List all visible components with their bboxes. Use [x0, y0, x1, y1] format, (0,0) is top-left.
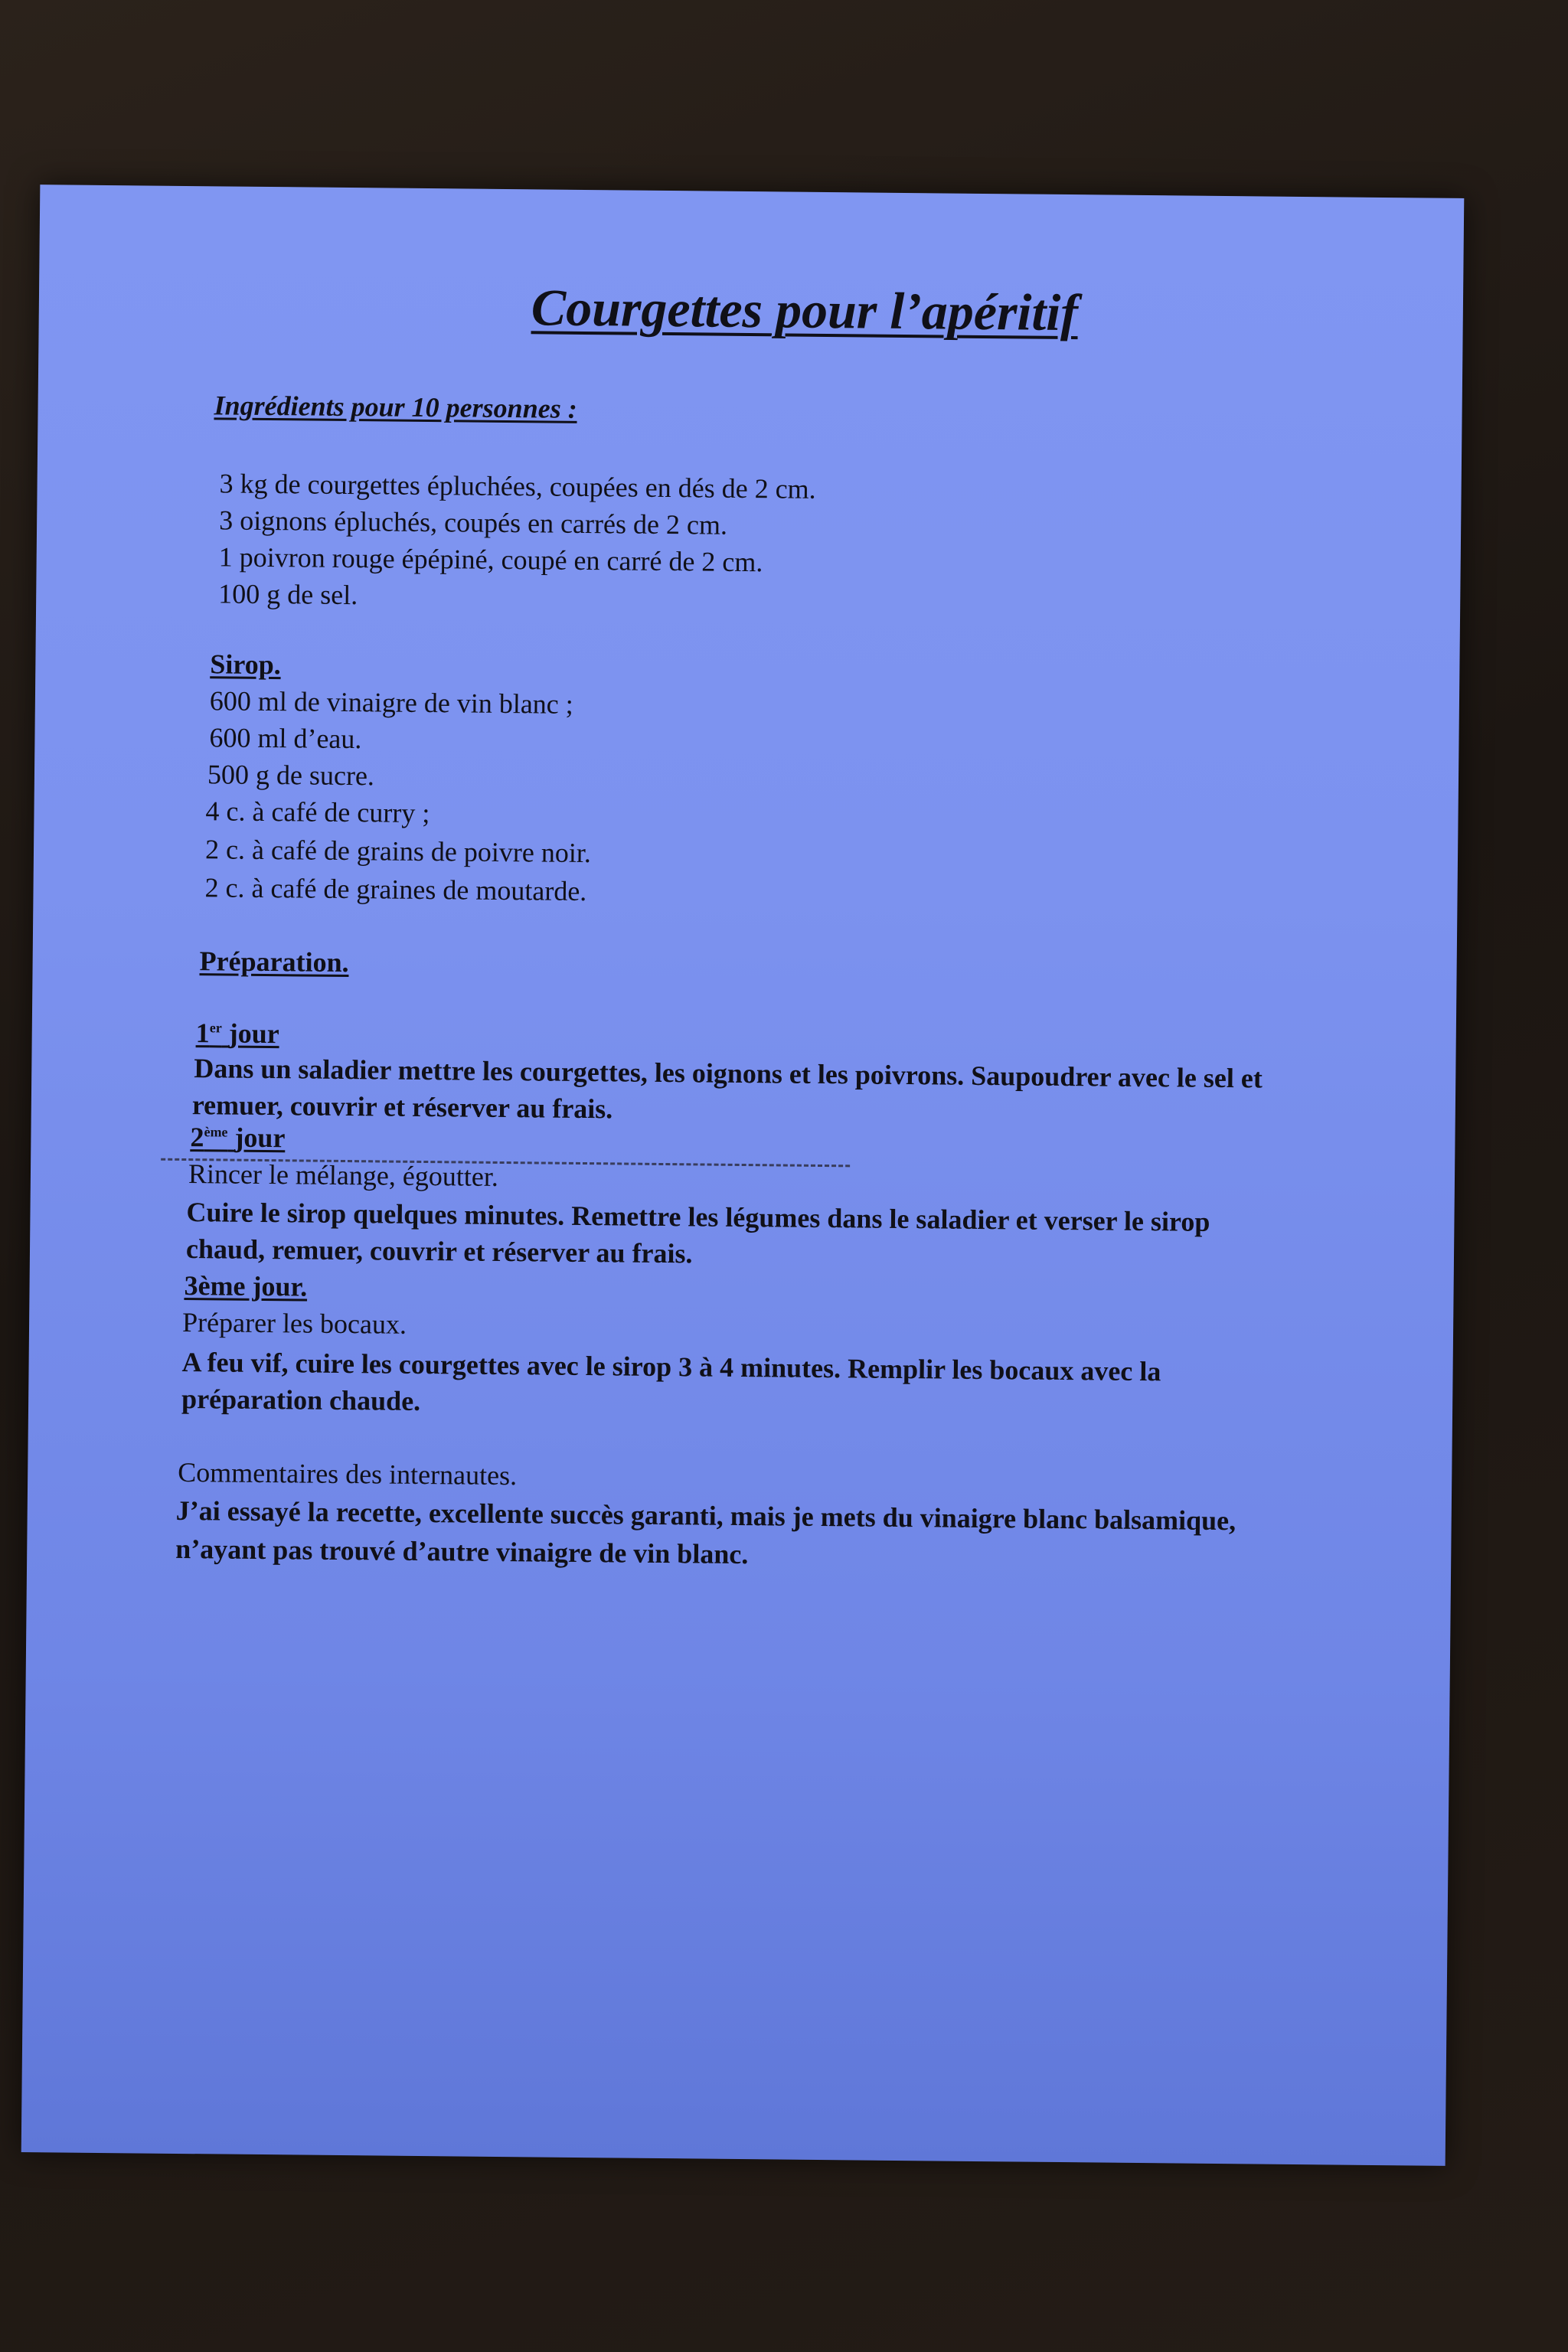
recipe-sheet — [21, 185, 1465, 2166]
recipe-content — [169, 274, 1440, 1570]
day2-line: Rincer le mélange, égoutter. — [188, 1158, 499, 1192]
ingredient-line: 3 kg de courgettes épluchées, coupées en dés de 2 cm. — [219, 468, 816, 505]
day2-number: 2 — [190, 1122, 204, 1153]
comments-heading: Commentaires des internautes. — [178, 1456, 518, 1491]
day2-suffix: ème — [204, 1124, 228, 1140]
sirop-line: 600 ml d’eau. — [209, 722, 362, 755]
day2-line: chaud, remuer, couvrir et réserver au frais. — [185, 1233, 693, 1269]
day3-line: Préparer les bocaux. — [181, 1306, 407, 1340]
preparation-heading: Préparation. — [199, 946, 349, 978]
sirop-line: 4 c. à café de curry ; — [205, 795, 430, 829]
day2-line: Cuire le sirop quelques minutes. Remettre les légumes dans le saladier et verser le sirop — [186, 1197, 1210, 1237]
day1-label — [196, 1017, 279, 1050]
ingredient-line: 1 poivron rouge épépiné, coupé en carré de 2 cm. — [218, 541, 763, 578]
sirop-line: 2 c. à café de graines de moutarde. — [204, 872, 587, 907]
comment-line: n’ayant pas trouvé d’autre vinaigre de vin blanc. — [175, 1533, 749, 1570]
day2-label — [190, 1121, 285, 1154]
sirop-heading: Sirop. — [210, 648, 281, 681]
day1-line: Dans un saladier mettre les courgettes, les oignons et les poivrons. Saupoudrer avec le sel et — [194, 1053, 1263, 1094]
sirop-line: 600 ml de vinaigre de vin blanc ; — [209, 685, 573, 720]
comment-line: J’ai essayé la recette, excellente succès garanti, mais je mets du vinaigre blanc balsamique, — [175, 1494, 1236, 1537]
day3-line: A feu vif, cuire les courgettes avec le sirop 3 à 4 minutes. Remplir les bocaux avec la — [181, 1346, 1161, 1387]
sirop-line: 500 g de sucre. — [207, 759, 375, 792]
recipe-title: Courgettes pour l’apéritif — [531, 278, 1079, 342]
day1-number: 1 — [195, 1018, 210, 1049]
day3-label: 3ème jour. — [184, 1270, 308, 1302]
day1-line: remuer, couvrir et réserver au frais. — [191, 1089, 613, 1125]
sirop-line: 2 c. à café de grains de poivre noir. — [204, 834, 592, 869]
day1-word: jour — [228, 1018, 279, 1050]
ingredients-heading: Ingrédients pour 10 personnes : — [214, 390, 577, 424]
day1-suffix: er — [209, 1020, 222, 1036]
day3-line: préparation chaude. — [181, 1383, 421, 1416]
day2-word: jour — [234, 1122, 286, 1154]
ingredient-line: 3 oignons épluchés, coupés en carrés de 2 cm. — [218, 505, 728, 541]
ingredient-line: 100 g de sel. — [218, 578, 358, 611]
